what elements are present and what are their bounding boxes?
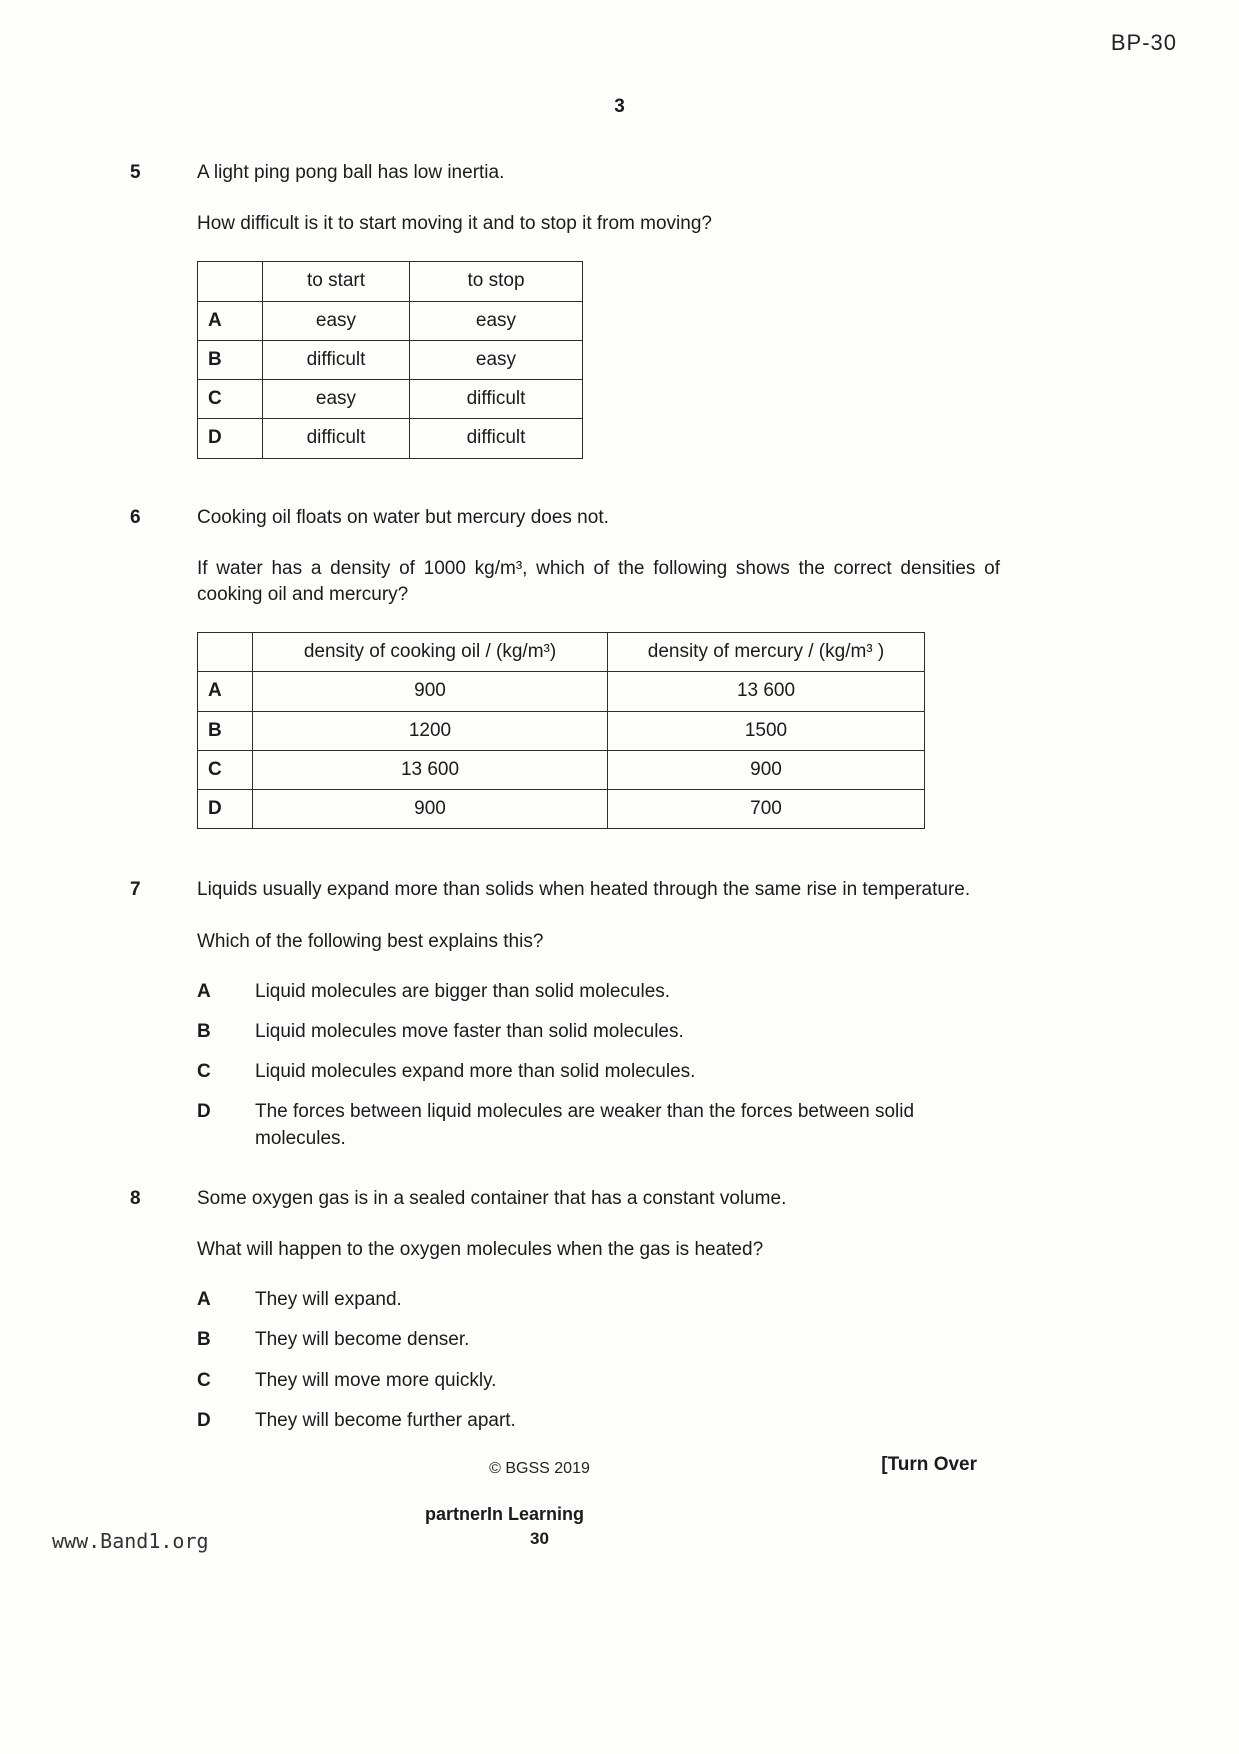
table-cell: 900 xyxy=(608,750,925,789)
question-8-stem: Some oxygen gas is in a sealed container that has a constant volume. xyxy=(197,1187,787,1209)
table-cell: easy xyxy=(410,301,583,340)
option-label: D xyxy=(197,1409,211,1431)
question-6-body xyxy=(197,505,1000,868)
option-d xyxy=(197,1408,1000,1434)
table-header-row xyxy=(198,262,583,301)
table-row xyxy=(198,790,925,829)
table-cell: difficult xyxy=(263,419,410,458)
question-7-stem: Liquids usually expand more than solids when heated through the same rise in temperature. xyxy=(197,879,971,901)
question-6-stem: Cooking oil floats on water but mercury does not. xyxy=(197,506,609,528)
paper-code: BP-30 xyxy=(1110,30,1177,55)
option-label: B xyxy=(197,1020,211,1042)
footer-copyright: © BGSS 2019 xyxy=(489,1460,590,1477)
option-label: A xyxy=(197,1289,211,1311)
table-cell: difficult xyxy=(410,419,583,458)
question-6-answer-table xyxy=(197,632,925,829)
question-8 xyxy=(130,1186,1000,1448)
table-cell: easy xyxy=(263,301,410,340)
footer-turn-over: [Turn Over xyxy=(881,1454,977,1475)
question-8-body xyxy=(197,1186,1000,1448)
option-a xyxy=(197,979,1000,1005)
table-cell: 1500 xyxy=(608,711,925,750)
question-8-number: 8 xyxy=(130,1187,141,1209)
option-text: Liquid molecules move faster than solid molecules. xyxy=(255,1020,684,1042)
option-label: C xyxy=(197,1369,211,1391)
option-d xyxy=(197,1099,1000,1151)
table-row xyxy=(198,301,583,340)
table-cell: difficult xyxy=(263,340,410,379)
question-7-prompt: Which of the following best explains this? xyxy=(197,930,544,952)
option-label: B xyxy=(197,1329,211,1351)
table-cell: difficult xyxy=(410,380,583,419)
question-7-body xyxy=(197,877,1000,1166)
row-label: C xyxy=(198,380,263,419)
table-cell: 700 xyxy=(608,790,925,829)
question-5-answer-table xyxy=(197,261,583,458)
question-7-number: 7 xyxy=(130,879,141,901)
question-5-body xyxy=(197,160,1000,497)
option-text: Liquid molecules expand more than solid molecules. xyxy=(255,1061,696,1083)
option-text: They will become denser. xyxy=(255,1329,470,1351)
option-text: They will become further apart. xyxy=(255,1409,516,1431)
option-text: The forces between liquid molecules are weaker than the forces between solid molecules. xyxy=(255,1101,915,1149)
table-cell: easy xyxy=(263,380,410,419)
option-label: D xyxy=(197,1101,211,1123)
table-corner-cell xyxy=(198,262,263,301)
table-corner-cell xyxy=(198,633,253,672)
question-7-options xyxy=(197,979,1000,1152)
row-label: C xyxy=(198,750,253,789)
row-label: D xyxy=(198,790,253,829)
option-c xyxy=(197,1059,1000,1085)
table-cell: easy xyxy=(410,340,583,379)
table-header-mercury-density: density of mercury / (kg/m³ ) xyxy=(608,633,925,672)
table-cell: 900 xyxy=(253,672,608,711)
option-text: Liquid molecules are bigger than solid molecules. xyxy=(255,980,671,1002)
question-6-number: 6 xyxy=(130,506,141,528)
option-label: C xyxy=(197,1061,211,1083)
option-c xyxy=(197,1368,1000,1394)
table-cell: 13 600 xyxy=(253,750,608,789)
row-label: B xyxy=(198,711,253,750)
table-cell: 13 600 xyxy=(608,672,925,711)
option-a xyxy=(197,1287,1000,1313)
table-row xyxy=(198,340,583,379)
question-5-prompt: How difficult is it to start moving it and to stop it from moving? xyxy=(197,213,712,235)
table-cell: 1200 xyxy=(253,711,608,750)
option-text: They will move more quickly. xyxy=(255,1369,497,1391)
table-row xyxy=(198,380,583,419)
option-label: A xyxy=(197,980,211,1002)
question-8-options xyxy=(197,1287,1000,1434)
question-8-prompt: What will happen to the oxygen molecules when the gas is heated? xyxy=(197,1239,764,1261)
table-cell: 900 xyxy=(253,790,608,829)
table-header-to-start: to start xyxy=(263,262,410,301)
footer-website: www.Band1.org xyxy=(52,1529,209,1553)
row-label: B xyxy=(198,340,263,379)
question-7 xyxy=(130,877,1000,1166)
table-row xyxy=(198,711,925,750)
table-header-oil-density: density of cooking oil / (kg/m³) xyxy=(253,633,608,672)
row-label: D xyxy=(198,419,263,458)
table-header-row xyxy=(198,633,925,672)
row-label: A xyxy=(198,672,253,711)
table-row xyxy=(198,672,925,711)
table-header-to-stop: to stop xyxy=(410,262,583,301)
question-5-stem: A light ping pong ball has low inertia. xyxy=(197,162,505,183)
row-label: A xyxy=(198,301,263,340)
question-5 xyxy=(130,160,1000,497)
page-number: 3 xyxy=(614,96,625,117)
option-b xyxy=(197,1019,1000,1045)
table-row xyxy=(198,750,925,789)
footer-page-number: 30 xyxy=(530,1529,549,1548)
page-content xyxy=(130,160,1000,1448)
footer-partner-line: partnerIn Learning xyxy=(424,1504,585,1524)
question-6-prompt: If water has a density of 1000 kg/m³, which of the following shows the correct densities of cooking oil and mercury? xyxy=(197,557,1000,605)
option-b xyxy=(197,1327,1000,1353)
question-5-number: 5 xyxy=(130,162,141,183)
option-text: They will expand. xyxy=(255,1289,402,1311)
question-6 xyxy=(130,505,1000,868)
table-row xyxy=(198,419,583,458)
